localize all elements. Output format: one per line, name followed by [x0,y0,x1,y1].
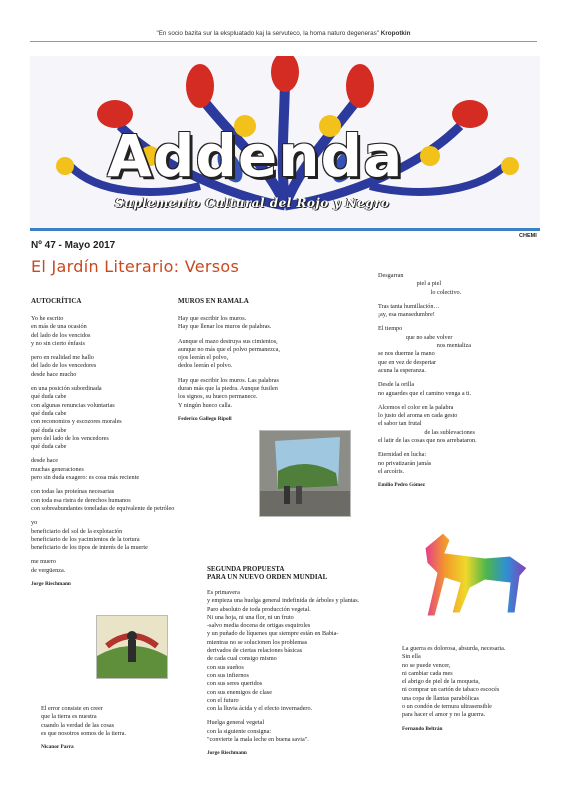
poem-body [207,589,377,744]
stanza: en una posición subordinada qué duda cabe con algunas renuncias voluntarias qué duda cabe con reconomios y escozores morales qué duda cabe pero del lado de los vencedores qué duda cabe [31,385,122,451]
poem-author: Fernando Beltrán [402,725,443,732]
stanza: La guerra es dolorosa, absurda, necesaria. Sin ella no se puede vencer, ni cambiar cada mes el abrigo de piel de la moqueta, ni comprar un cartón de tabaco escocés una copa de llantas parabólicas o un condón de ternura ultrasensible para hacer el amor y no la guerra. [402,645,506,719]
stanza: con todas las proteínas necesarias con toda esa ristra de derechos humanos con sobreabundantes toneladas de equivalente de petróleo [31,488,175,512]
stanza: Hay que escribir los muros. Las palabras duran más que la piedra. Aunque fusilen los signos, su hueco permanece. Y ningún hueco calla. [178,376,279,409]
stanza: El tiempo que no sabe volver nos mentaliza se nos duerme la mano que en vez de despertar acuna la esperanza. [378,325,471,374]
masthead-quote [0,30,567,37]
stanza: yo beneficiario del sol de la explotación beneficiario de los yacimientos de la tortura beneficiario de los tipos de interés de la muerte [31,519,148,552]
wall-mural-photo [260,431,350,516]
stanza: pero en realidad me hallo del lado de los vencedores desde hace mucho [31,354,97,378]
poem-author: Federico Gallego Ripoll [178,415,232,422]
stanza: Alcemos el color en la palabra lo justo del aroma en cada gesto el sabor tan frutal de las sublevaciones el latir de las cosas que nos arrebataron. [378,403,477,445]
stanza: Es primavera y empieza una huelga general indefinida de árboles y plantas. Paro absoluto de toda producción vegetal. Ni una hoja, ni una flor, ni un fruto -salvo media docena de ortigas esquiroles y un puñado de líquenes que siempre están en Babia- mientras no se solucionen los problemas derivados de ciertas relaciones básicas de cada cual consigo mismo con sus sueños con sus infiernos con sus seres queridos con sus enemigos de clase con el futuro con la lluvia ácida y el efecto invernadero. [207,589,360,713]
stanza: Desgarran piel a piel lo colectivo. [378,272,462,296]
poem-body [378,272,548,476]
quote-text: "En socio bazita sur la ekspluatado kaj la servuteco, la homa naturo degeneras" [156,30,380,37]
stanza: desde hace muchas generaciones pero sin duda exagero: es cosa más reciente [31,457,140,482]
poem-autocritica [31,297,201,587]
section-title: El Jardín Literario: Versos [31,257,240,276]
illustration-credit: CHEMI [519,233,537,239]
stanza: El error consiste en creer que la tierra es nuestra cuando la verdad de las cosas es que nosotros somos de la tierra. [41,705,127,737]
quote-author: Kropotkin [380,30,411,37]
poem-beltran [402,645,562,732]
poem-parra [41,705,211,750]
poem-body [402,645,562,720]
poem-author: Jorge Riechmann [31,581,71,588]
wall-mural-image [259,430,351,517]
stanza: Desde la orilla no aguardes que el camino venga a ti. [378,381,472,397]
banner-subtitle: Suplemento Cultural del Rojo y Negro [115,196,390,210]
banner-title: Addenda [107,122,404,190]
stanza: me muero de vergüenza. [31,558,66,574]
stanza: Tras tanta humillación… ¡ay, esa mansedumbre! [378,302,440,319]
stanza: Yo he escrito en más de una ocasión del lado de los vencidos y no sin cierto énfasis [31,315,91,347]
poem-title: SEGUNDA PROPUESTA PARA UN NUEVO ORDEN MUNDIAL [207,565,328,581]
poem-segunda-propuesta [207,565,377,756]
earth-figure-illustration [97,616,167,678]
header-divider [30,41,537,42]
poem-muros-en-ramala [178,297,358,422]
stanza: Aunque el mazo destruya sus cimientos, aunque no más que el polvo permanezca, ojos leerán el polvo, dedos leerán el polvo. [178,337,280,370]
poem-body [31,315,201,575]
poem-body [178,315,358,410]
poem-body [41,705,211,738]
stanza: Hay que escribir los muros. Hay que llenar los muros de palabras. [178,315,272,331]
striped-horse-image [415,528,535,618]
stanza: Huelga general vegetal con la siguiente consigna: "convierte la mala leche en buena savia". [207,719,309,744]
poem-author: Emilio Pedro Gómez [378,482,425,489]
issue-number: Nº 47 - Mayo 2017 [31,240,116,251]
masthead-banner [30,56,540,231]
poem-title: AUTOCRÍTICA [31,297,82,305]
poem-author: Nicanor Parra [41,744,74,751]
horse-illustration [415,528,535,618]
poem-author: Jorge Riechmann [207,750,247,757]
illustration-image [96,615,168,679]
stanza: Eternidad en lucha: no privatizarán jamás el arcoíris. [378,451,432,475]
poem-title: MUROS EN RAMALA [178,297,249,305]
poem-gomez [378,272,548,488]
